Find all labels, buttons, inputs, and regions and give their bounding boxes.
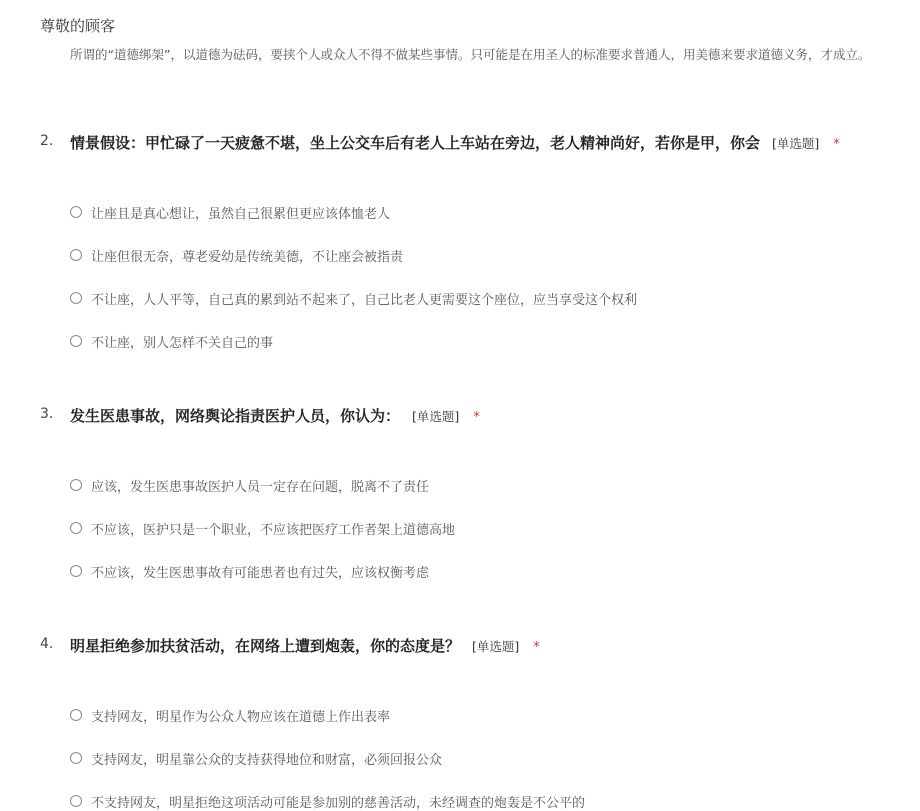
question-title <box>70 405 480 426</box>
question-title-text: 发生医患事故，网络舆论指责医护人员，你认为： <box>70 407 401 425</box>
question-title <box>70 635 540 656</box>
option-label: 不应该，发生医患事故有可能患者也有过失，应该权衡考虑 <box>91 565 430 581</box>
radio-button[interactable] <box>70 709 82 721</box>
option-q2-1[interactable] <box>70 202 390 222</box>
intro-paragraph: 所谓的“道德绑架”，以道德为砝码，要挟个人或众人不得不做某些事情。只可能是在用圣人的标准要求普通人，用美德来要求道德义务，才成立。 <box>70 47 871 62</box>
option-label: 让座且是真心想让，虽然自己很累但更应该体恤老人 <box>91 206 391 222</box>
radio-button[interactable] <box>70 249 82 261</box>
option-label: 不支持网友，明星拒绝这项活动可能是参加别的慈善活动，未经调查的炮轰是不公平的 <box>91 795 586 811</box>
option-q4-2[interactable] <box>70 748 442 768</box>
option-q2-2[interactable] <box>70 245 403 265</box>
required-marker: * <box>473 410 480 425</box>
option-q3-2[interactable] <box>70 518 455 538</box>
question-title-text: 情景假设：甲忙碌了一天疲惫不堪，坐上公交车后有老人上车站在旁边，老人精神尚好，若你是甲，你会 <box>70 134 761 152</box>
required-marker: * <box>833 137 840 152</box>
option-q4-1[interactable] <box>70 705 390 725</box>
radio-button[interactable] <box>70 795 82 807</box>
radio-button[interactable] <box>70 565 82 577</box>
option-label: 不让座，人人平等，自己真的累到站不起来了，自己比老人更需要这个座位，应当享受这个权利 <box>91 292 638 308</box>
question-type-label: [单选题] <box>412 409 460 424</box>
question-number: 4. <box>40 636 54 652</box>
greeting-text: 尊敬的顾客 <box>40 17 116 35</box>
radio-button[interactable] <box>70 206 82 218</box>
radio-button[interactable] <box>70 522 82 534</box>
option-label: 让座但很无奈，尊老爱幼是传统美德，不让座会被指责 <box>91 249 404 265</box>
option-q4-3[interactable] <box>70 791 585 811</box>
option-label: 应该，发生医患事故医护人员一定存在问题，脱离不了责任 <box>91 479 430 495</box>
option-q2-4[interactable] <box>70 331 273 351</box>
option-q3-1[interactable] <box>70 475 429 495</box>
question-title-text: 明星拒绝参加扶贫活动，在网络上遭到炮轰，你的态度是？ <box>70 637 461 655</box>
option-q3-3[interactable] <box>70 561 429 581</box>
radio-button[interactable] <box>70 292 82 304</box>
option-label: 不应该，医护只是一个职业，不应该把医疗工作者架上道德高地 <box>91 522 456 538</box>
question-type-label: [单选题] <box>472 639 520 654</box>
option-label: 不让座，别人怎样不关自己的事 <box>91 335 274 351</box>
question-number: 3. <box>40 406 54 422</box>
radio-button[interactable] <box>70 479 82 491</box>
radio-button[interactable] <box>70 752 82 764</box>
radio-button[interactable] <box>70 335 82 347</box>
option-label: 支持网友，明星作为公众人物应该在道德上作出表率 <box>91 709 391 725</box>
question-type-label: [单选题] <box>772 136 820 151</box>
question-title <box>70 132 840 153</box>
option-q2-3[interactable] <box>70 288 637 308</box>
required-marker: * <box>533 640 540 655</box>
option-label: 支持网友，明星靠公众的支持获得地位和财富，必须回报公众 <box>91 752 443 768</box>
question-number: 2. <box>40 133 54 149</box>
